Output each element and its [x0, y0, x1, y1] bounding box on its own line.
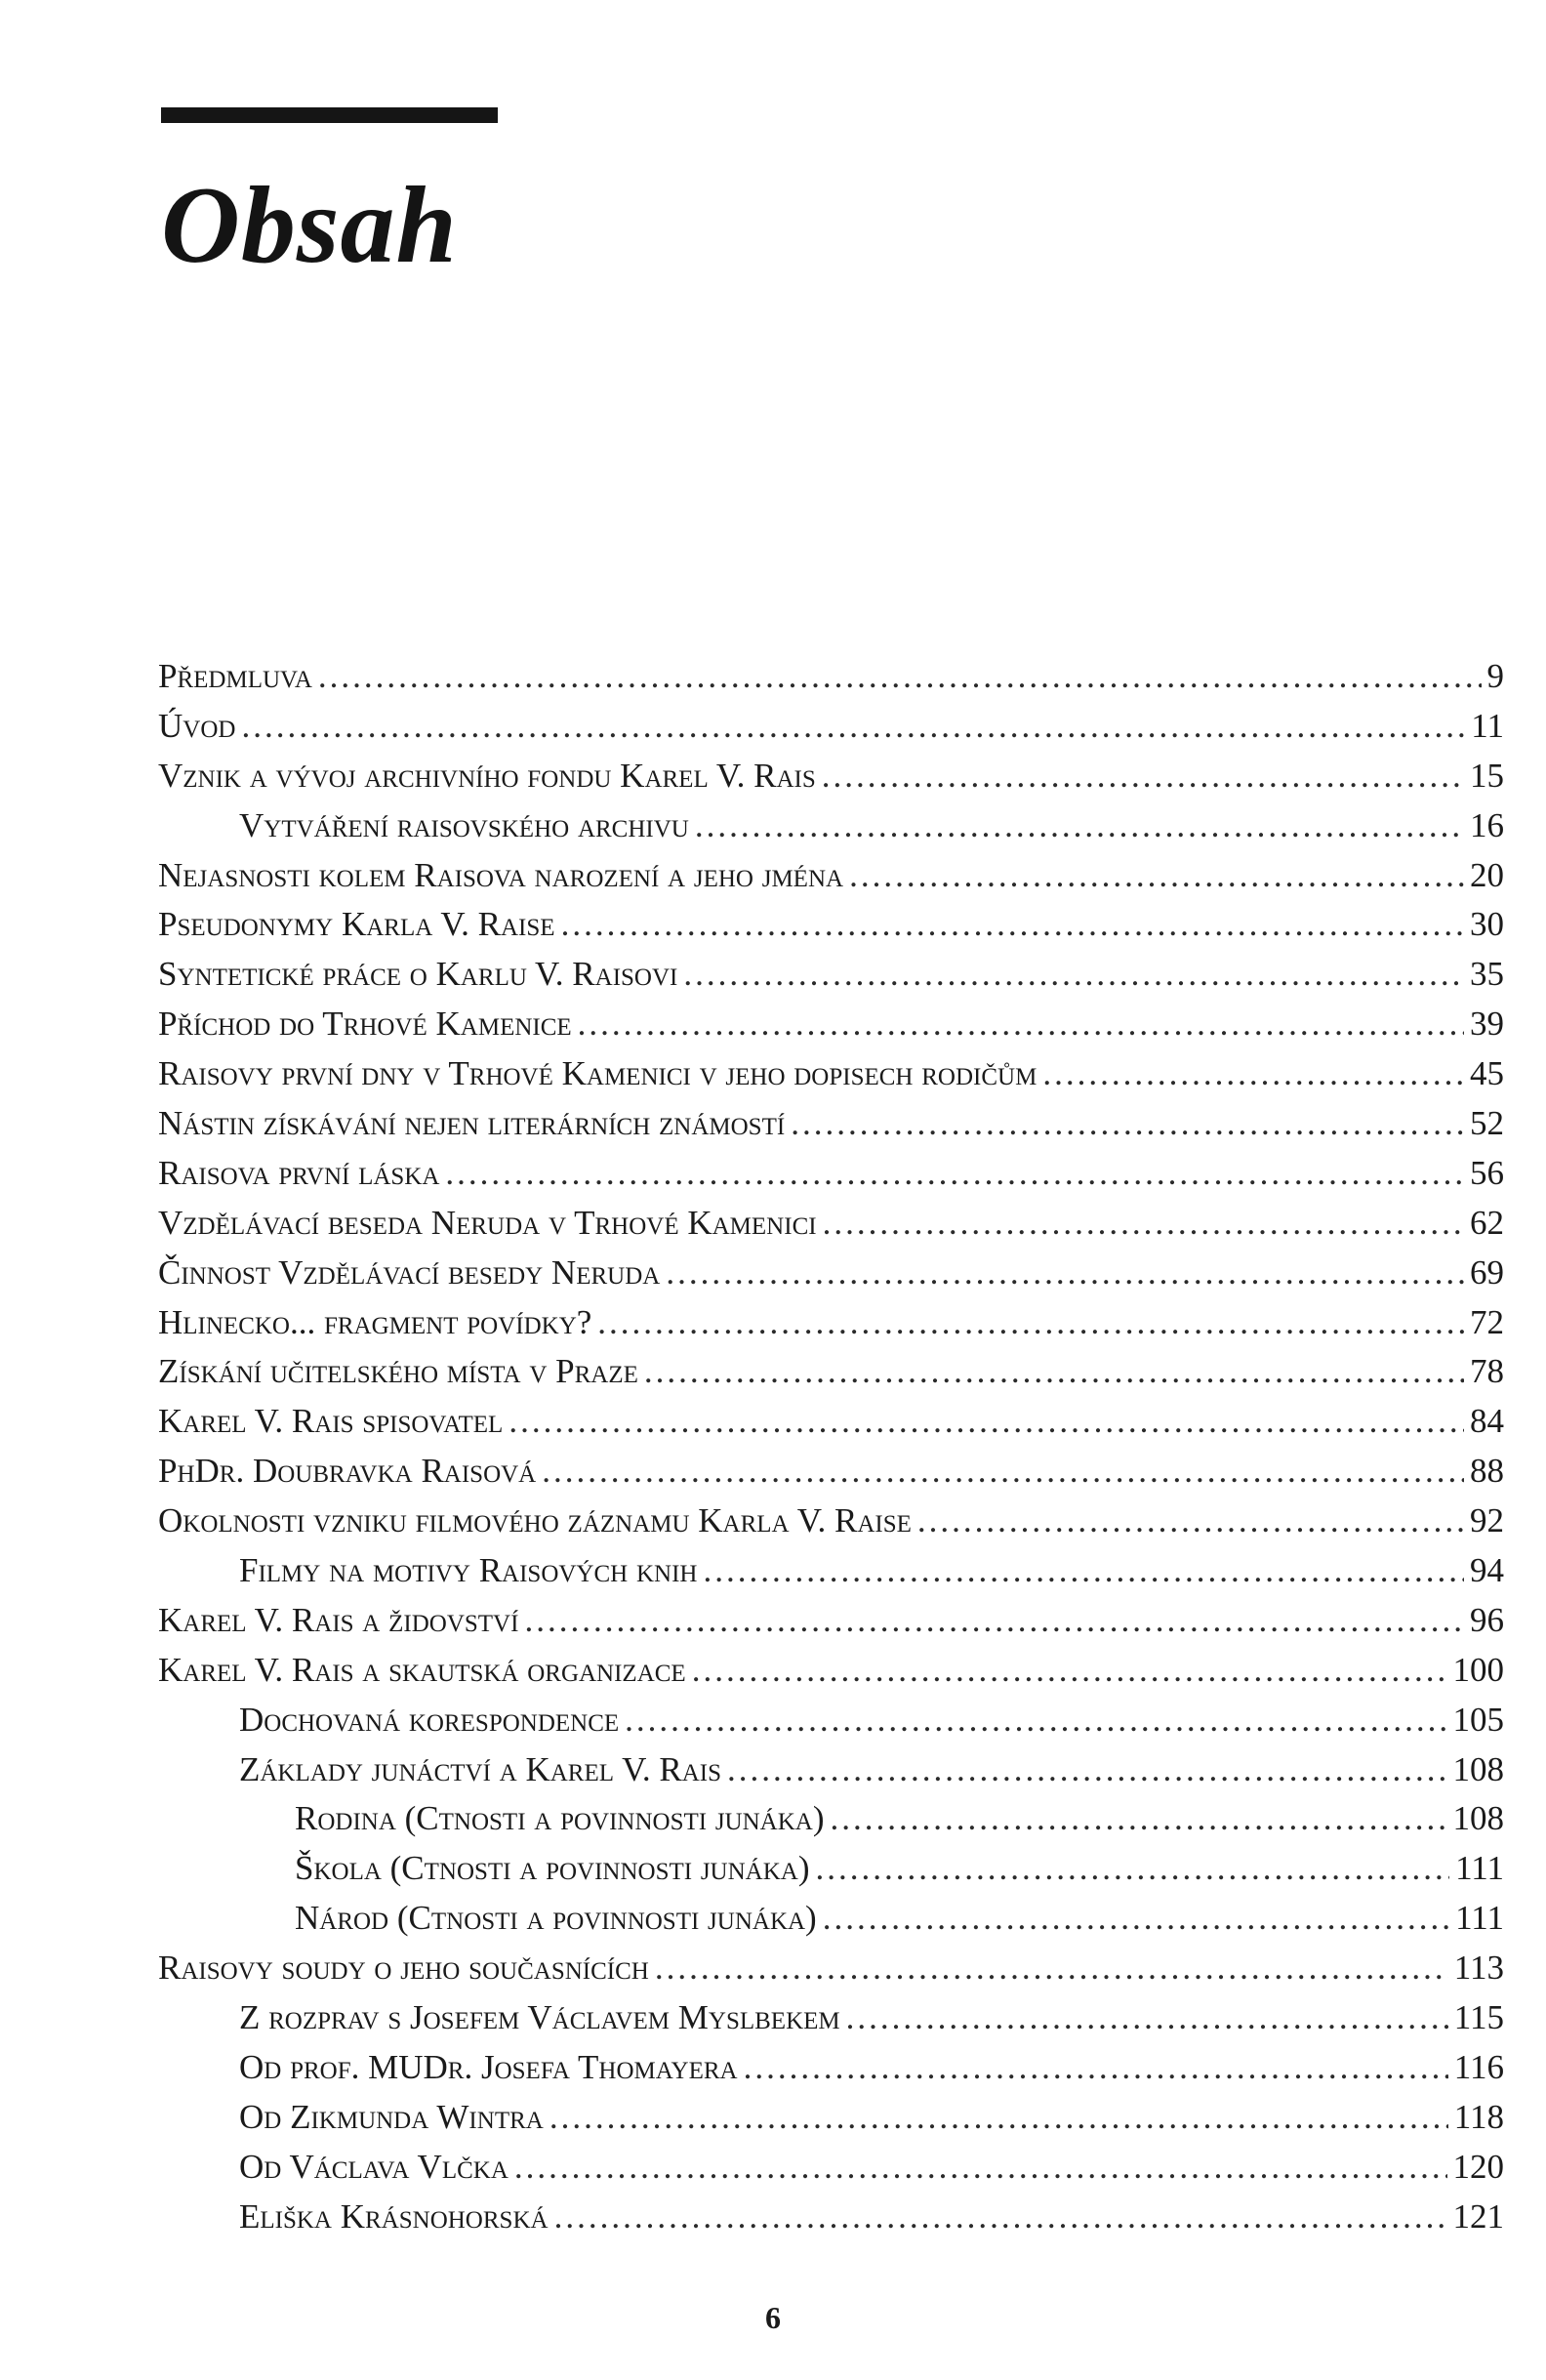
toc-entry [0, 752, 1546, 801]
toc-entry [0, 1894, 1546, 1944]
toc-entry-title: Eliška Krásnohorská [239, 2196, 549, 2236]
toc-dot-leader [846, 1993, 1448, 2043]
toc-dot-leader [823, 1199, 1464, 1249]
toc-entry-page: 39 [1470, 1005, 1504, 1044]
toc-entry [0, 652, 1546, 702]
toc-entry-page: 105 [1452, 1700, 1504, 1739]
page-title: Obsah [161, 165, 458, 286]
toc-entry-title: Příchod do Trhové Kamenice [158, 1005, 572, 1044]
toc-dot-leader [1042, 1049, 1464, 1099]
toc-entry-page: 96 [1470, 1600, 1504, 1639]
toc-entry-title: Rodina (Ctnosti a povinnosti junáka) [295, 1799, 825, 1838]
toc-entry-title: Nástin získávání nejen literárních známostí [158, 1104, 786, 1143]
toc-dot-leader [561, 900, 1464, 950]
toc-entry [0, 1794, 1546, 1844]
toc-dot-leader [445, 1149, 1464, 1199]
toc-entry [0, 2093, 1546, 2143]
toc-entry [0, 2193, 1546, 2242]
toc-dot-leader [542, 1447, 1464, 1497]
toc-dot-leader [318, 652, 1482, 702]
toc-dot-leader [830, 1794, 1446, 1844]
toc-dot-leader [703, 1546, 1464, 1596]
toc-entry-title: Vytváření raisovského archivu [239, 805, 689, 844]
toc-entry-page: 121 [1452, 2196, 1504, 2236]
table-of-contents [0, 652, 1546, 2242]
toc-entry-page: 111 [1455, 1849, 1504, 1888]
toc-entry-title: Úvod [158, 706, 236, 745]
toc-dot-leader [578, 1000, 1464, 1049]
toc-entry-page: 16 [1470, 805, 1504, 844]
toc-entry-page: 11 [1471, 706, 1504, 745]
toc-dot-leader [666, 1249, 1464, 1298]
toc-dot-leader [791, 1099, 1464, 1149]
toc-entry-page: 20 [1470, 855, 1504, 894]
toc-entry [0, 1745, 1546, 1795]
toc-entry-title: Raisovy soudy o jeho současnících [158, 1949, 649, 1988]
toc-entry-title: Hlinecko... fragment povídky? [158, 1302, 592, 1341]
toc-dot-leader [625, 1696, 1446, 1745]
toc-dot-leader [241, 702, 1465, 752]
toc-entry-page: 94 [1470, 1551, 1504, 1590]
toc-entry-title: Od Zikmunda Wintra [239, 2097, 544, 2136]
toc-dot-leader [816, 1844, 1450, 1894]
toc-entry [0, 1844, 1546, 1894]
toc-entry [0, 1546, 1546, 1596]
toc-entry [0, 1497, 1546, 1546]
toc-entry-page: 30 [1470, 905, 1504, 944]
toc-entry-title: Karel V. Rais spisovatel [158, 1402, 504, 1441]
toc-entry-title: Okolnosti vzniku filmového záznamu Karla V. Raise [158, 1501, 912, 1540]
toc-entry-page: 72 [1470, 1302, 1504, 1341]
toc-dot-leader [849, 851, 1464, 901]
toc-entry-title: Karel V. Rais a skautská organizace [158, 1650, 686, 1689]
toc-entry-page: 52 [1470, 1104, 1504, 1143]
toc-entry [0, 1596, 1546, 1646]
toc-entry-title: Pseudonymy Karla V. Raise [158, 905, 555, 944]
toc-entry [0, 801, 1546, 851]
toc-dot-leader [549, 2093, 1448, 2143]
toc-entry [0, 1646, 1546, 1696]
toc-entry-page: 115 [1453, 1998, 1504, 2037]
toc-entry-title: Nejasnosti kolem Raisova narození a jeho jména [158, 855, 844, 894]
toc-dot-leader [683, 950, 1464, 1000]
toc-entry [0, 1149, 1546, 1199]
toc-entry-title: Raisova první láska [158, 1153, 440, 1192]
toc-entry-page: 108 [1452, 1749, 1504, 1788]
toc-dot-leader [695, 801, 1464, 851]
toc-entry-page: 116 [1453, 2047, 1504, 2086]
toc-entry-page: 111 [1455, 1899, 1504, 1938]
toc-entry-page: 84 [1470, 1402, 1504, 1441]
toc-dot-leader [917, 1497, 1464, 1546]
toc-entry [0, 1993, 1546, 2043]
toc-entry-page: 88 [1470, 1452, 1504, 1491]
toc-entry [0, 950, 1546, 1000]
toc-dot-leader [514, 2143, 1447, 2193]
toc-entry [0, 900, 1546, 950]
toc-entry-page: 35 [1470, 955, 1504, 994]
toc-entry-title: Předmluva [158, 657, 312, 695]
toc-entry [0, 1199, 1546, 1249]
toc-entry-page: 78 [1470, 1352, 1504, 1391]
toc-entry [0, 1944, 1546, 1993]
toc-entry-page: 9 [1486, 657, 1504, 695]
toc-entry-page: 113 [1453, 1949, 1504, 1988]
toc-entry-page: 45 [1470, 1054, 1504, 1093]
toc-entry [0, 2143, 1546, 2193]
toc-entry [0, 1298, 1546, 1348]
toc-dot-leader [655, 1944, 1448, 1993]
toc-dot-leader [597, 1298, 1464, 1348]
toc-entry [0, 2043, 1546, 2093]
heading-rule [161, 107, 498, 123]
toc-entry [0, 1347, 1546, 1397]
toc-entry-page: 120 [1452, 2147, 1504, 2186]
toc-dot-leader [692, 1646, 1447, 1696]
toc-entry [0, 1397, 1546, 1447]
toc-entry-title: Základy junáctví a Karel V. Rais [239, 1749, 721, 1788]
toc-entry-page: 56 [1470, 1153, 1504, 1192]
toc-entry-title: Dochovaná korespondence [239, 1700, 620, 1739]
toc-dot-leader [524, 1596, 1464, 1646]
toc-dot-leader [744, 2043, 1448, 2093]
toc-entry-title: Raisovy první dny v Trhové Kamenici v jeho dopisech rodičům [158, 1054, 1037, 1093]
toc-entry-page: 62 [1470, 1203, 1504, 1242]
toc-entry-page: 108 [1452, 1799, 1504, 1838]
toc-entry [0, 851, 1546, 901]
toc-entry [0, 1000, 1546, 1049]
toc-dot-leader [727, 1745, 1447, 1795]
toc-entry-title: Od prof. MUDr. Josefa Thomayera [239, 2047, 738, 2086]
toc-dot-leader [644, 1347, 1464, 1397]
toc-entry-title: Činnost Vzdělávací besedy Neruda [158, 1252, 661, 1292]
toc-entry-title: Národ (Ctnosti a povinnosti junáka) [295, 1899, 817, 1938]
toc-entry-title: Filmy na motivy Raisových knih [239, 1551, 698, 1590]
toc-entry-page: 100 [1452, 1650, 1504, 1689]
toc-entry-title: Karel V. Rais a židovství [158, 1600, 519, 1639]
toc-entry-title: Vznik a vývoj archivního fondu Karel V. Rais [158, 756, 816, 795]
toc-entry [0, 1099, 1546, 1149]
toc-entry-page: 69 [1470, 1252, 1504, 1292]
toc-entry [0, 1249, 1546, 1298]
toc-entry-title: Získání učitelského místa v Praze [158, 1352, 638, 1391]
toc-entry-title: Od Václava Vlčka [239, 2147, 509, 2186]
page-number: 6 [765, 2300, 781, 2335]
toc-entry [0, 1447, 1546, 1497]
toc-entry [0, 1696, 1546, 1745]
toc-dot-leader [823, 1894, 1449, 1944]
toc-entry-title: PhDr. Doubravka Raisová [158, 1452, 537, 1491]
toc-entry [0, 1049, 1546, 1099]
toc-entry-page: 92 [1470, 1501, 1504, 1540]
toc-entry-page: 15 [1470, 756, 1504, 795]
toc-dot-leader [554, 2193, 1447, 2242]
toc-dot-leader [822, 752, 1464, 801]
toc-dot-leader [509, 1397, 1464, 1447]
toc-entry-page: 118 [1453, 2097, 1504, 2136]
toc-entry-title: Syntetické práce o Karlu V. Raisovi [158, 955, 678, 994]
toc-entry-title: Škola (Ctnosti a povinnosti junáka) [295, 1849, 810, 1888]
toc-entry-title: Vzdělávací beseda Neruda v Trhové Kamenici [158, 1203, 817, 1242]
toc-entry [0, 702, 1546, 752]
toc-entry-title: Z rozprav s Josefem Václavem Myslbekem [239, 1998, 840, 2037]
